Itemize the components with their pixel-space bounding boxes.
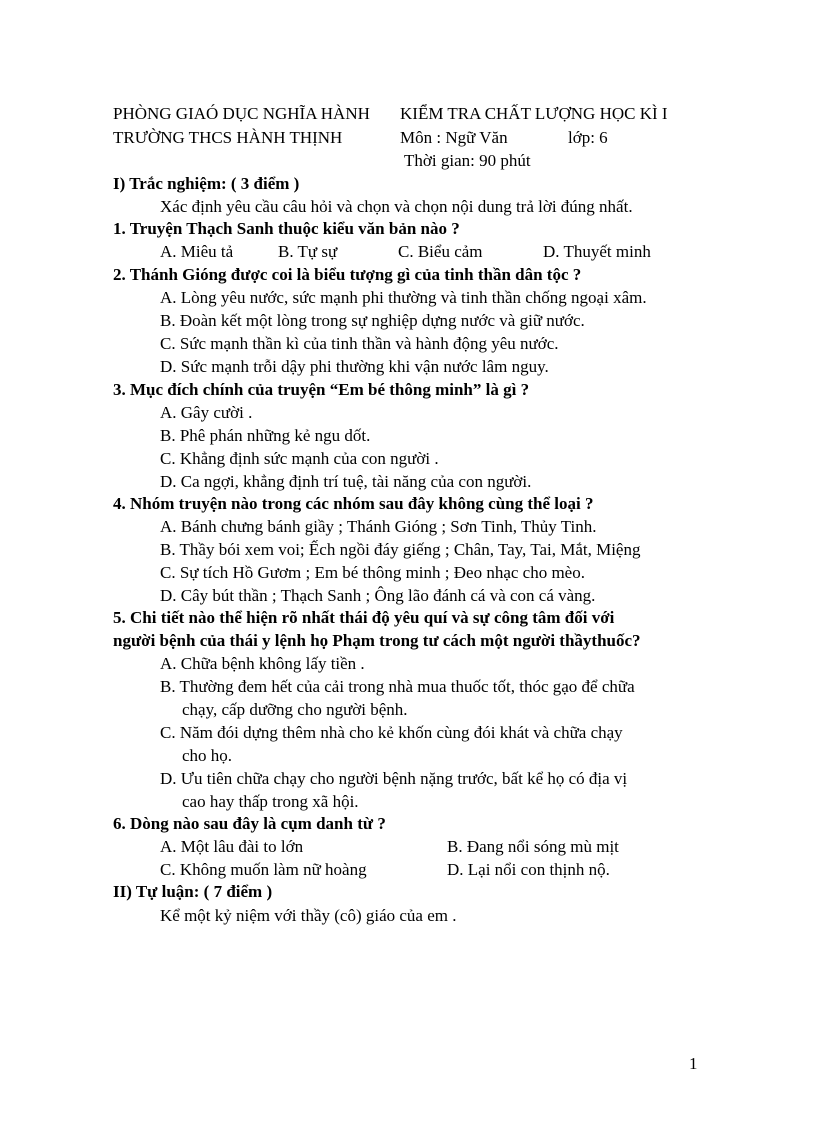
q2-option-c: C. Sức mạnh thần kì của tinh thần và hành động yêu nước. <box>160 334 559 353</box>
q5-option-d-line-2: cao hay thấp trong xã hội. <box>182 792 359 811</box>
q5-option-b-line-1: B. Thường đem hết của cải trong nhà mua thuốc tốt, thóc gạo để chữa <box>160 677 635 696</box>
question-5-line-1: 5. Chi tiết nào thể hiện rõ nhất thái độ yêu quí và sự công tâm đối với <box>113 608 615 627</box>
question-2: 2. Thánh Gióng được coi là biểu tượng gì của tinh thần dân tộc ? <box>113 265 582 284</box>
q5-option-a: A. Chữa bệnh không lấy tiền . <box>160 654 365 673</box>
exam-title: KIỂM TRA CHẤT LƯỢNG HỌC KÌ I <box>400 104 668 123</box>
q6-option-c: C. Không muốn làm nữ hoàng <box>160 860 367 879</box>
section-1-instruction: Xác định yêu cầu câu hỏi và chọn và chọn nội dung trả lời đúng nhất. <box>160 197 633 216</box>
section-2-title: II) Tự luận: ( 7 điểm ) <box>113 882 273 901</box>
q5-option-d-line-1: D. Ưu tiên chữa chạy cho người bệnh nặng trước, bất kể họ có địa vị <box>160 769 628 788</box>
q1-option-c: C. Biểu cảm <box>398 242 483 261</box>
q6-option-b: B. Đang nổi sóng mù mịt <box>447 837 619 856</box>
question-3: 3. Mục đích chính của truyện “Em bé thông minh” là gì ? <box>113 380 530 399</box>
essay-prompt: Kể một kỷ niệm với thầy (cô) giáo của em . <box>160 906 457 925</box>
q4-option-c: C. Sự tích Hồ Gươm ; Em bé thông minh ; Đeo nhạc cho mèo. <box>160 563 585 582</box>
q1-option-b: B. Tự sự <box>278 242 338 261</box>
q1-option-d: D. Thuyết minh <box>543 242 651 261</box>
q4-option-b: B. Thầy bói xem voi; Ếch ngồi đáy giếng ; Chân, Tay, Tai, Mắt, Miệng <box>160 540 641 559</box>
q3-option-a: A. Gây cười . <box>160 403 253 422</box>
q3-option-d: D. Ca ngợi, khẳng định trí tuệ, tài năng của con người. <box>160 472 532 491</box>
question-4: 4. Nhóm truyện nào trong các nhóm sau đây không cùng thể loại ? <box>113 494 594 513</box>
school-name: TRƯỜNG THCS HÀNH THỊNH <box>113 128 343 147</box>
exam-time: Thời gian: 90 phút <box>404 151 531 170</box>
question-5-line-2: người bệnh của thái y lệnh họ Phạm trong tư cách một người thầythuốc? <box>113 631 641 650</box>
question-6: 6. Dòng nào sau đây là cụm danh từ ? <box>113 814 386 833</box>
q5-option-b-line-2: chạy, cấp dưỡng cho người bệnh. <box>182 700 408 719</box>
q4-option-a: A. Bánh chưng bánh giầy ; Thánh Gióng ; Sơn Tinh, Thủy Tinh. <box>160 517 597 536</box>
q5-option-c-line-1: C. Năm đói dựng thêm nhà cho kẻ khốn cùng đói khát và chữa chạy <box>160 723 623 742</box>
exam-subject: Môn : Ngữ Văn <box>400 128 508 147</box>
question-1: 1. Truyện Thạch Sanh thuộc kiểu văn bản nào ? <box>113 219 460 238</box>
exam-grade: lớp: 6 <box>568 128 608 147</box>
q4-option-d: D. Cây bút thần ; Thạch Sanh ; Ông lão đánh cá và con cá vàng. <box>160 586 596 605</box>
school-office: PHÒNG GIAÓ DỤC NGHĨA HÀNH <box>113 104 370 123</box>
section-1-title: I) Trắc nghiệm: ( 3 điểm ) <box>113 174 300 193</box>
q2-option-d: D. Sức mạnh trỗi dậy phi thường khi vận nước lâm nguy. <box>160 357 549 376</box>
q5-option-c-line-2: cho họ. <box>182 746 233 765</box>
q6-option-a: A. Một lâu đài to lớn <box>160 837 304 856</box>
q2-option-a: A. Lòng yêu nước, sức mạnh phi thường và tinh thần chống ngoại xâm. <box>160 288 647 307</box>
q1-option-a: A. Miêu tả <box>160 242 234 261</box>
q3-option-b: B. Phê phán những kẻ ngu dốt. <box>160 426 371 445</box>
q6-option-d: D. Lại nổi con thịnh nộ. <box>447 860 610 879</box>
q2-option-b: B. Đoàn kết một lòng trong sự nghiệp dựng nước và giữ nước. <box>160 311 585 330</box>
page-number: 1 <box>689 1054 698 1073</box>
q3-option-c: C. Khẳng định sức mạnh của con người . <box>160 449 439 468</box>
